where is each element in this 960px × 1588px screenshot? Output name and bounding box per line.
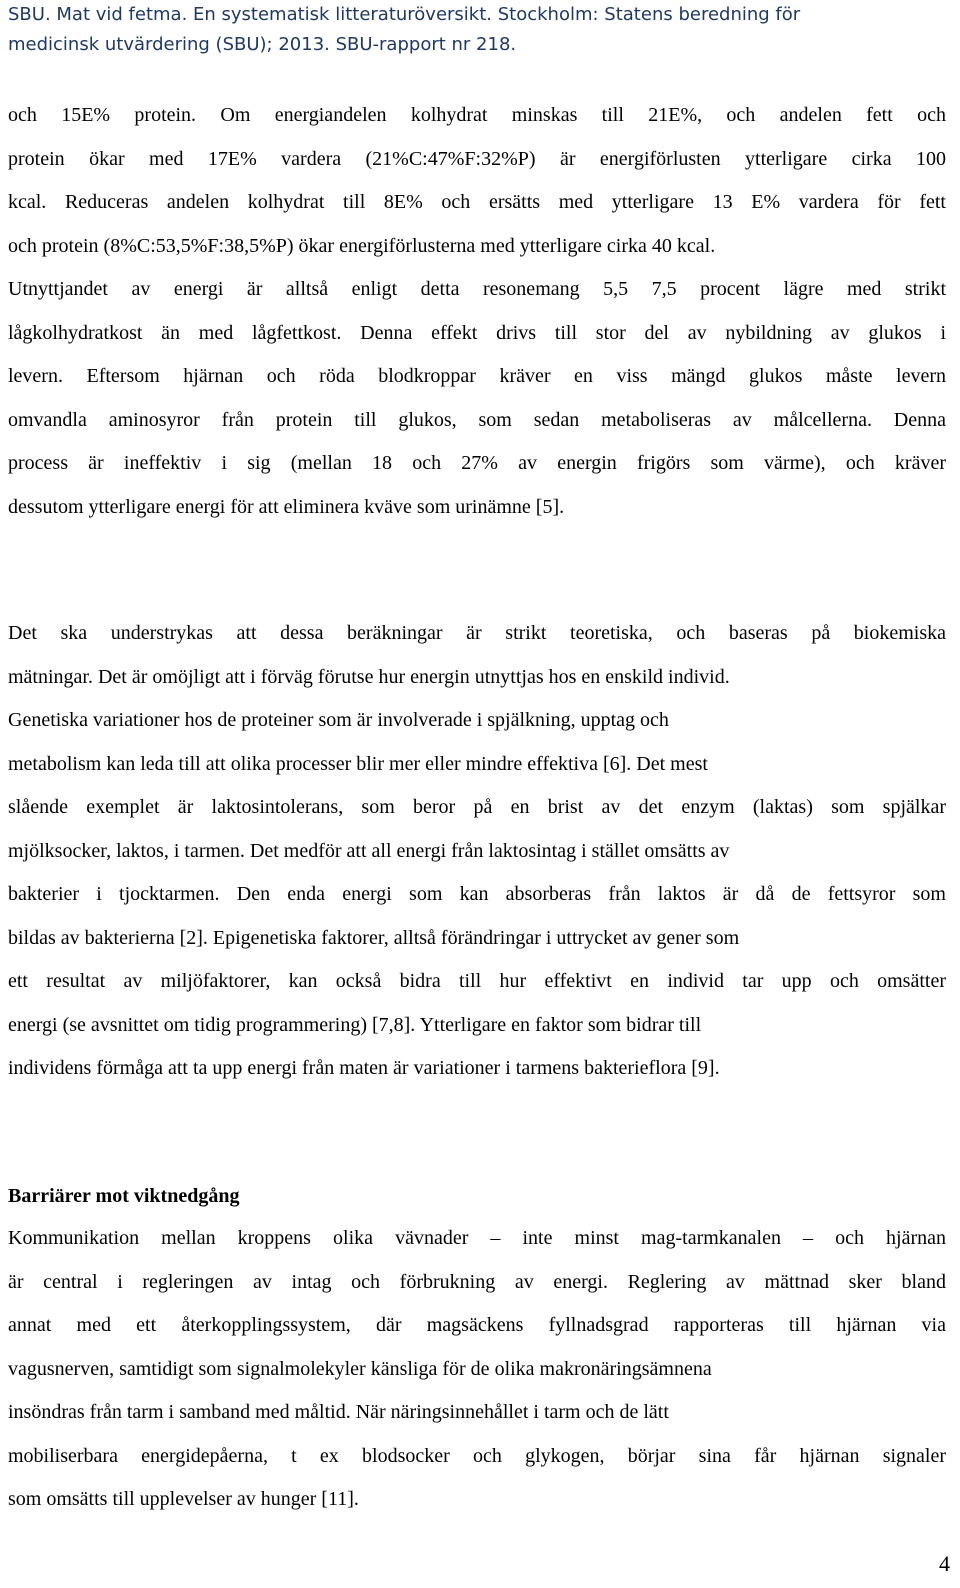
text-line: bakterier i tjocktarmen. Den enda energi som kan absorberas från laktos är då de fettsyror som <box>8 883 946 905</box>
section-heading: Barriärer mot viktnedgång <box>8 1185 240 1207</box>
text-line: levern. Eftersom hjärnan och röda blodkroppar kräver en viss mängd glukos måste levern <box>8 365 946 387</box>
text-line: energi (se avsnittet om tidig programmering) [7,8]. Ytterligare en faktor som bidrar till <box>8 1013 702 1036</box>
text-line: omvandla aminosyror från protein till glukos, som sedan metaboliseras av målcellerna. Denna <box>8 408 946 431</box>
text-line: bildas av bakterierna [2]. Epigenetiska faktorer, alltså förändringar i uttrycket av gener som <box>8 926 740 949</box>
paragraph-energy-loss <box>8 94 946 529</box>
page-number: 4 <box>939 1551 950 1576</box>
paragraph-barriers <box>8 1217 946 1522</box>
text-line: Genetiska variationer hos de proteiner som är involverade i spjälkning, upptag och <box>8 709 669 731</box>
text-line: är central i regleringen av intag och förbrukning av energi. Reglering av mättnad sker bland <box>8 1270 946 1293</box>
text-line: Utnyttjandet av energi är alltså enligt detta resonemang 5,5 7,5 procent lägre med strikt <box>8 278 946 300</box>
text-line: och 15E% protein. Om energiandelen kolhydrat minskas till 21E%, och andelen fett och <box>8 104 946 126</box>
text-line: slående exemplet är laktosintolerans, som beror på en brist av det enzym (laktas) som spjälkar <box>8 796 946 818</box>
text-line: och protein (8%C:53,5%F:38,5%P) ökar energiförlusterna med ytterligare cirka 40 kcal. <box>8 234 716 257</box>
text-line: som omsätts till upplevelser av hunger [11]. <box>8 1488 359 1510</box>
citation-header-line: medicinsk utvärdering (SBU); 2013. SBU-rapport nr 218. <box>8 34 517 55</box>
text-line: mjölksocker, laktos, i tarmen. Det medför att all energi från laktosintag i stället omsätts av <box>8 839 730 862</box>
text-line: Kommunikation mellan kroppens olika vävnader – inte minst mag-tarmkanalen – och hjärnan <box>8 1227 946 1249</box>
paragraph-theoretical-calculations <box>8 612 946 1091</box>
text-line: individens förmåga att ta upp energi från maten är variationer i tarmens bakterieflora [9]. <box>8 1057 720 1079</box>
text-line: ett resultat av miljöfaktorer, kan också bidra till hur effektivt en individ tar upp och omsätter <box>8 970 946 992</box>
text-line: insöndras från tarm i samband med måltid. När näringsinnehållet i tarm och de lätt <box>8 1401 669 1423</box>
text-line: process är ineffektiv i sig (mellan 18 och 27% av energin frigörs som värme), och kräver <box>8 452 946 474</box>
text-line: dessutom ytterligare energi för att eliminera kväve som urinämne [5]. <box>8 495 565 518</box>
text-line: vagusnerven, samtidigt som signalmolekyler känsliga för de olika makronäringsämnena <box>8 1357 712 1380</box>
citation-header-line: SBU. Mat vid fetma. En systematisk litteraturöversikt. Stockholm: Statens beredning för <box>8 4 801 25</box>
text-line: annat med ett återkopplingssystem, där magsäckens fyllnadsgrad rapporteras till hjärnan via <box>8 1314 946 1336</box>
text-line: kcal. Reduceras andelen kolhydrat till 8E% och ersätts med ytterligare 13 E% vardera för fett <box>8 191 946 213</box>
text-line: Det ska understrykas att dessa beräkningar är strikt teoretiska, och baseras på biokemiska <box>8 622 946 644</box>
text-line: metabolism kan leda till att olika processer blir mer eller mindre effektiva [6]. Det mest <box>8 752 708 775</box>
text-line: protein ökar med 17E% vardera (21%C:47%F:32%P) är energiförlusten ytterligare cirka 100 <box>8 147 946 170</box>
text-line: lågkolhydratkost än med lågfettkost. Denna effekt drivs till stor del av nybildning av glukos i <box>8 321 946 344</box>
citation-header <box>8 0 948 60</box>
text-line: mobiliserbara energidepåerna, t ex blodsocker och glykogen, börjar sina får hjärnan signaler <box>8 1444 946 1467</box>
text-line: mätningar. Det är omöjligt att i förväg förutse hur energin utnyttjas hos en enskild individ. <box>8 665 730 688</box>
